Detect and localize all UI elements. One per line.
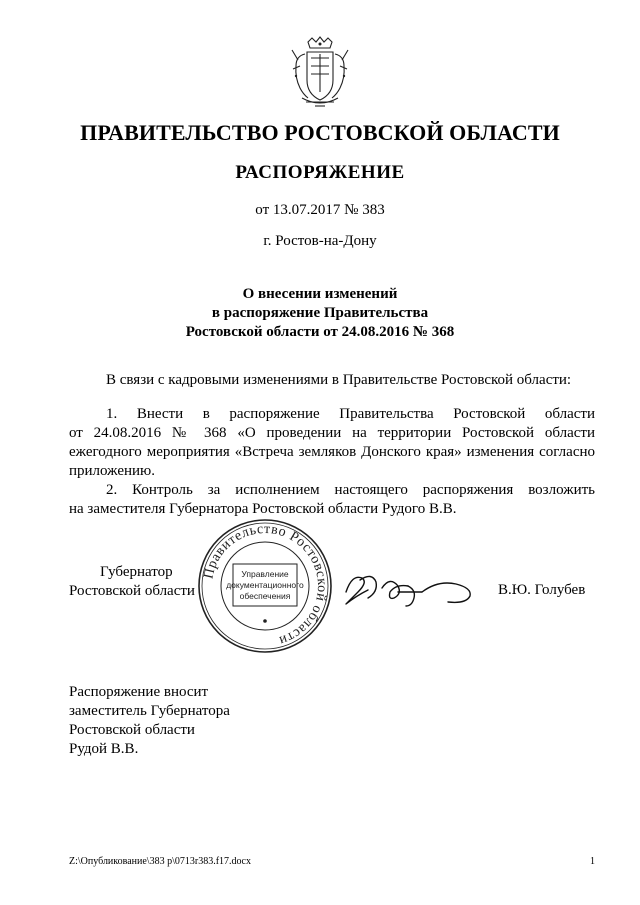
document-date-number: от 13.07.2017 № 383	[255, 202, 385, 218]
signatory-title-line: Губернатор	[100, 564, 173, 580]
intro-paragraph: В связи с кадровыми изменениями в Правительстве Ростовской области:	[106, 372, 572, 388]
document-type: РАСПОРЯЖЕНИЕ	[235, 162, 405, 183]
signatory-title	[69, 563, 195, 601]
footer-file-path: Z:\Опубликование\383 р\0713r383.f17.docx	[69, 856, 251, 867]
coat-of-arms-emblem	[288, 36, 352, 112]
paragraph-line: 1. Внести в распоряжение Правительства Ростовской области	[106, 406, 595, 422]
item-2-paragraph	[69, 481, 595, 519]
signatory-title-line: Ростовской области	[69, 583, 195, 599]
document-subject	[0, 285, 640, 342]
stamp-center-line: обеспечения	[239, 591, 291, 601]
paragraph-line: от 24.08.2016 № 368 «О проведении на территории Ростовской области	[69, 425, 595, 441]
introduced-by-line: заместитель Губернатора	[69, 703, 230, 719]
page-number: 1	[590, 856, 595, 867]
subject-line: Ростовской области от 24.08.2016 № 368	[185, 324, 455, 340]
item-1-paragraph	[69, 405, 595, 481]
paragraph-line: 2. Контроль за исполнением настоящего распоряжения возложить	[106, 482, 595, 498]
introduced-by-line: Распоряжение вносит	[69, 684, 209, 700]
organization-name: ПРАВИТЕЛЬСТВО РОСТОВСКОЙ ОБЛАСТИ	[80, 120, 560, 145]
stamp-center-line: документационного	[226, 580, 304, 590]
paragraph-line: на заместителя Губернатора Ростовской области Рудого В.В.	[69, 501, 457, 517]
subject-line: в распоряжение Правительства	[211, 305, 429, 321]
paragraph-line: ежегодного мероприятия «Встреча земляков Донского края» изменения согласно	[69, 444, 595, 460]
introduced-by-line: Рудой В.В.	[69, 741, 139, 757]
document-city: г. Ростов-на-Дону	[263, 233, 377, 249]
handwritten-signature	[338, 562, 488, 612]
introduced-by-block	[69, 683, 230, 759]
introduced-by-line: Ростовской области	[69, 722, 195, 738]
paragraph-line: приложению.	[69, 463, 156, 479]
stamp-ring-text: Правительство Ростовской области	[201, 521, 330, 648]
stamp-center-line: Управление	[241, 569, 289, 579]
official-stamp	[196, 517, 334, 655]
signatory-name: В.Ю. Голубев	[498, 582, 586, 598]
subject-line: О внесении изменений	[242, 286, 398, 302]
